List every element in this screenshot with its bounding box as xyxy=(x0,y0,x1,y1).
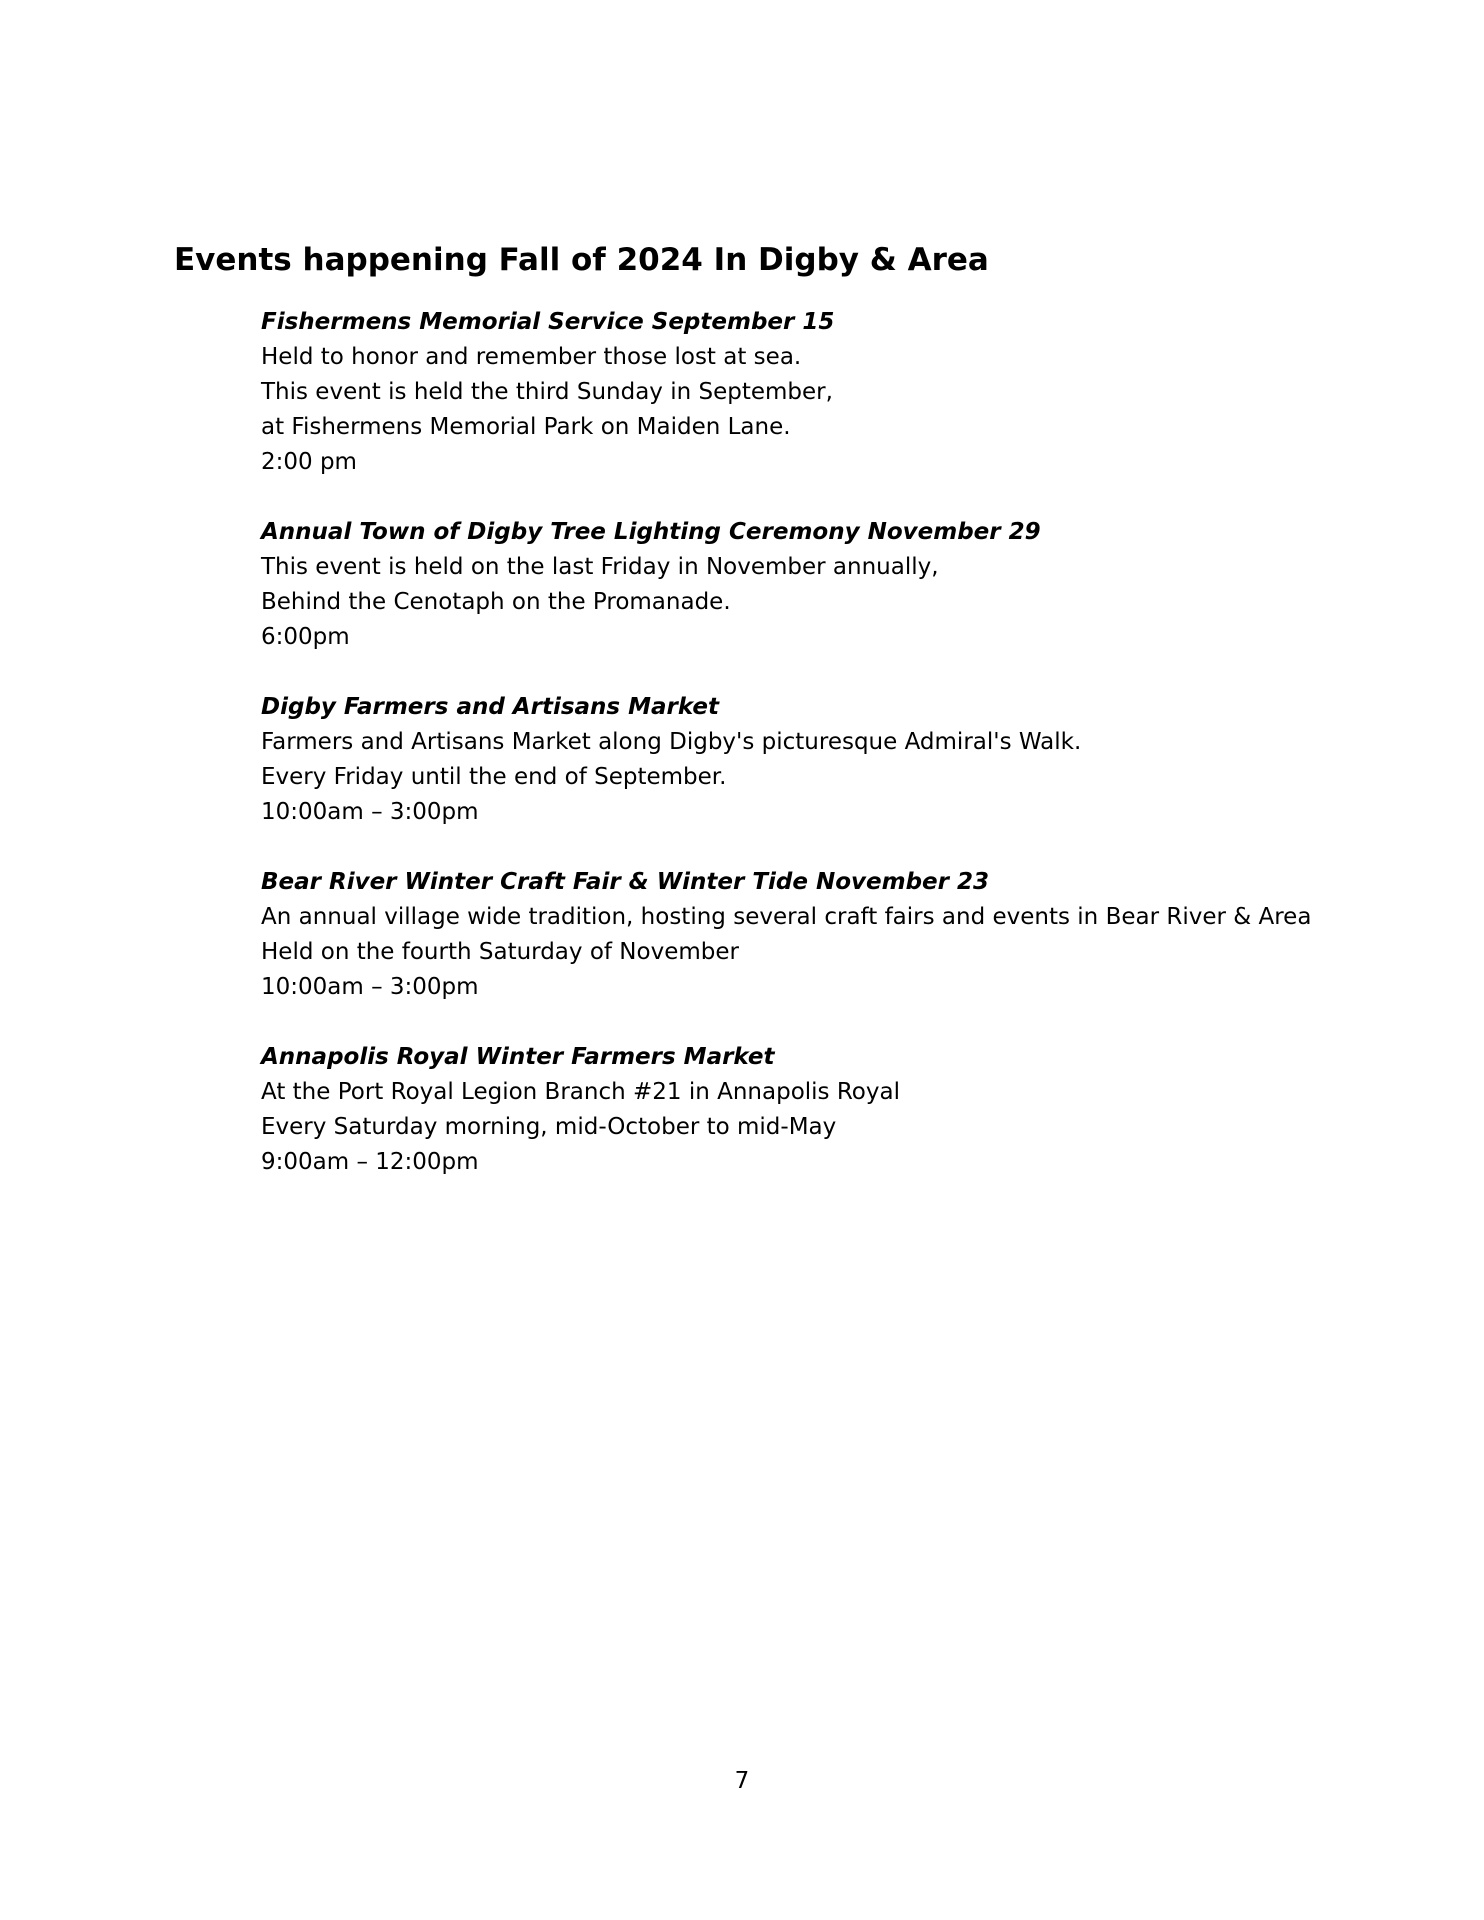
event-description-line: This event is held the third Sunday in September, xyxy=(261,379,833,405)
event-schedule-line: Every Saturday morning, mid-October to mid-May xyxy=(261,1114,837,1140)
event-schedule-line: Held on the fourth Saturday of November xyxy=(261,939,739,965)
event-location-line: At the Port Royal Legion Branch #21 in Annapolis Royal xyxy=(261,1079,900,1105)
event-time: 2:00 pm xyxy=(261,449,357,475)
event-schedule-line: Every Friday until the end of September. xyxy=(261,764,727,790)
page-number: 7 xyxy=(734,1768,750,1794)
event-title: Digby Farmers and Artisans Market xyxy=(261,694,719,720)
event-description-line: Held to honor and remember those lost at sea. xyxy=(261,344,802,370)
event-time: 6:00pm xyxy=(261,624,350,650)
event-title: Annual Town of Digby Tree Lighting Ceremony November 29 xyxy=(261,519,1041,545)
event-title: Annapolis Royal Winter Farmers Market xyxy=(261,1044,775,1070)
event-description-line: Farmers and Artisans Market along Digby's picturesque Admiral's Walk. xyxy=(261,729,1082,755)
events-list xyxy=(261,305,1441,1215)
event-tree-lighting-ceremony xyxy=(261,515,1441,655)
page-title: Events happening Fall of 2024 In Digby & Area xyxy=(174,242,989,278)
event-fishermens-memorial-service xyxy=(261,305,1441,480)
event-location-line: at Fishermens Memorial Park on Maiden Lane. xyxy=(261,414,791,440)
event-farmers-artisans-market xyxy=(261,690,1441,830)
event-description-line: This event is held on the last Friday in November annually, xyxy=(261,554,939,580)
event-title: Bear River Winter Craft Fair & Winter Tide November 23 xyxy=(261,869,989,895)
event-time: 10:00am – 3:00pm xyxy=(261,974,479,1000)
event-time: 10:00am – 3:00pm xyxy=(261,799,479,825)
event-time: 9:00am – 12:00pm xyxy=(261,1149,479,1175)
event-location-line: Behind the Cenotaph on the Promanade. xyxy=(261,589,731,615)
event-bear-river-craft-fair xyxy=(261,865,1441,1005)
event-description-line: An annual village wide tradition, hosting several craft fairs and events in Bear River & Area xyxy=(261,904,1312,930)
event-annapolis-royal-farmers-market xyxy=(261,1040,1441,1180)
event-title: Fishermens Memorial Service September 15 xyxy=(261,309,835,335)
